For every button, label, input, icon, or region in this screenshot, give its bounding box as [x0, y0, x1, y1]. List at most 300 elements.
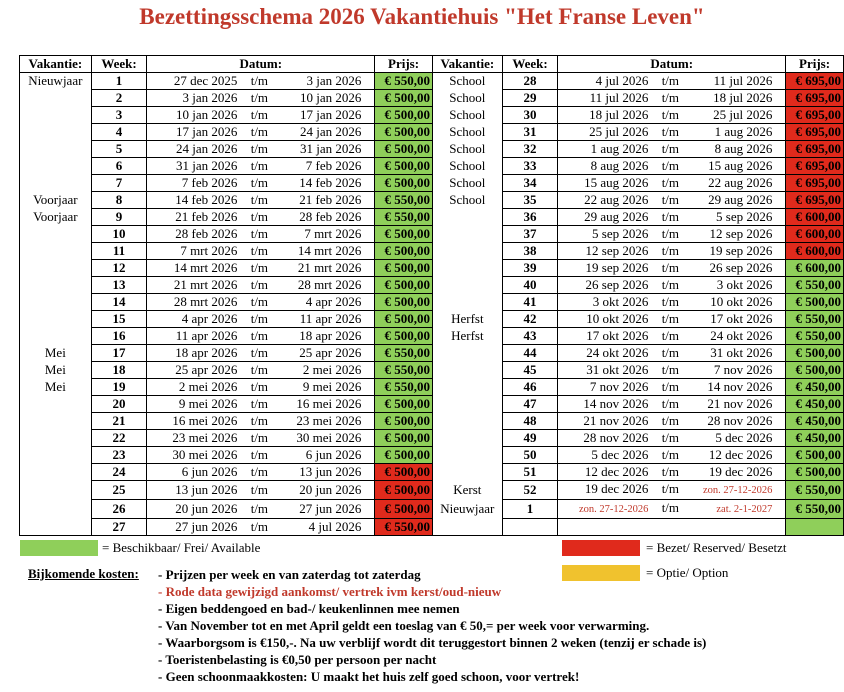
date-separator: t/m — [661, 464, 680, 479]
week-cell: 11 — [91, 243, 147, 260]
date-from: 15 aug 2026 — [584, 175, 649, 190]
week-cell: 45 — [502, 362, 558, 379]
week-cell: 39 — [502, 260, 558, 277]
date-cell — [558, 447, 786, 464]
date-separator: t/m — [661, 294, 680, 309]
date-cell — [147, 519, 375, 536]
date-to: 28 feb 2026 — [299, 209, 362, 224]
date-separator: t/m — [250, 430, 269, 445]
vacation-cell: Herfst — [432, 311, 502, 328]
date-to: 5 dec 2026 — [715, 430, 773, 445]
date-from: 19 sep 2026 — [585, 260, 649, 275]
date-from: 25 jul 2026 — [589, 124, 649, 139]
date-separator: t/m — [250, 107, 269, 122]
date-cell — [147, 192, 375, 209]
week-cell: 22 — [91, 430, 147, 447]
date-from: 7 mrt 2026 — [180, 243, 238, 258]
date-to: 8 aug 2026 — [714, 141, 773, 156]
vacation-cell — [20, 464, 92, 481]
date-from: 27 jun 2026 — [175, 519, 238, 534]
price-cell: € 550,00 — [786, 277, 844, 294]
date-separator: t/m — [661, 413, 680, 428]
date-from: 14 nov 2026 — [583, 396, 649, 411]
date-cell — [558, 345, 786, 362]
price-cell: € 500,00 — [375, 396, 433, 413]
table-row — [20, 396, 844, 413]
table-row — [20, 464, 844, 481]
price-cell: € 600,00 — [786, 243, 844, 260]
vacation-cell — [432, 413, 502, 430]
date-cell — [147, 124, 375, 141]
date-from: 23 mei 2026 — [172, 430, 238, 445]
vacation-cell — [20, 396, 92, 413]
vacation-cell: School — [432, 158, 502, 175]
week-cell: 12 — [91, 260, 147, 277]
table-row — [20, 226, 844, 243]
date-from: 10 jan 2026 — [175, 107, 238, 122]
table-row — [20, 362, 844, 379]
date-to: 12 sep 2026 — [709, 226, 773, 241]
header-prijs: Prijs: — [375, 56, 433, 73]
week-cell: 33 — [502, 158, 558, 175]
price-cell: € 500,00 — [375, 481, 433, 500]
date-from: 17 jan 2026 — [175, 124, 238, 139]
week-cell: 13 — [91, 277, 147, 294]
week-cell: 20 — [91, 396, 147, 413]
date-cell — [147, 500, 375, 519]
date-separator: t/m — [250, 501, 269, 516]
date-to: 9 mei 2026 — [302, 379, 362, 394]
price-cell: € 450,00 — [786, 413, 844, 430]
cost-item: - Toeristenbelasting is €0,50 per persoon per nacht — [158, 652, 437, 667]
date-to: 24 jan 2026 — [299, 124, 362, 139]
date-to: 28 mrt 2026 — [297, 277, 362, 292]
date-cell — [147, 481, 375, 500]
vacation-cell: Voorjaar — [20, 192, 92, 209]
date-to: 14 nov 2026 — [707, 379, 773, 394]
date-separator: t/m — [250, 362, 269, 377]
price-cell: € 695,00 — [786, 73, 844, 90]
date-separator: t/m — [661, 379, 680, 394]
vacation-cell: Mei — [20, 345, 92, 362]
vacation-cell: School — [432, 124, 502, 141]
date-to: 25 jul 2026 — [713, 107, 773, 122]
vacation-cell: Mei — [20, 362, 92, 379]
week-cell: 16 — [91, 328, 147, 345]
vacation-cell — [20, 328, 92, 345]
date-from: 31 jan 2026 — [175, 158, 238, 173]
week-cell: 51 — [502, 464, 558, 481]
price-cell — [786, 519, 844, 536]
vacation-cell: Kerst — [432, 481, 502, 500]
price-cell: € 550,00 — [375, 362, 433, 379]
cost-item: - Van November tot en met April geldt een toeslag van € 50,= per week voor verwarming. — [158, 618, 650, 633]
date-to: 3 okt 2026 — [716, 277, 773, 292]
price-cell: € 550,00 — [375, 73, 433, 90]
vacation-cell — [432, 447, 502, 464]
date-separator: t/m — [661, 192, 680, 207]
table-row — [20, 90, 844, 107]
week-cell: 10 — [91, 226, 147, 243]
date-from: 3 okt 2026 — [592, 294, 649, 309]
date-to: 31 okt 2026 — [710, 345, 773, 360]
date-cell — [558, 519, 786, 536]
date-separator: t/m — [250, 519, 269, 534]
date-separator: t/m — [661, 226, 680, 241]
week-cell: 38 — [502, 243, 558, 260]
date-separator: t/m — [661, 243, 680, 258]
date-separator: t/m — [661, 107, 680, 122]
vacation-cell — [432, 345, 502, 362]
price-cell: € 500,00 — [786, 447, 844, 464]
table-row — [20, 124, 844, 141]
date-to: 28 nov 2026 — [707, 413, 773, 428]
date-to: 21 nov 2026 — [707, 396, 773, 411]
price-cell: € 500,00 — [375, 464, 433, 481]
week-cell: 47 — [502, 396, 558, 413]
date-from: 11 jul 2026 — [589, 90, 649, 105]
vacation-cell — [20, 243, 92, 260]
date-from: 25 apr 2026 — [175, 362, 238, 377]
date-separator: t/m — [250, 311, 269, 326]
legend-option-label: = Optie/ Option — [646, 565, 729, 580]
price-cell: € 500,00 — [375, 158, 433, 175]
date-to: 27 jun 2026 — [299, 501, 362, 516]
date-cell — [558, 175, 786, 192]
vacation-cell — [20, 158, 92, 175]
price-cell: € 500,00 — [375, 328, 433, 345]
vacation-cell — [432, 260, 502, 277]
date-from: 28 nov 2026 — [583, 430, 649, 445]
table-row — [20, 243, 844, 260]
week-cell: 28 — [502, 73, 558, 90]
week-cell: 44 — [502, 345, 558, 362]
date-cell — [558, 107, 786, 124]
price-cell: € 500,00 — [375, 226, 433, 243]
date-separator: t/m — [661, 481, 680, 496]
date-to: 16 mei 2026 — [296, 396, 362, 411]
table-row — [20, 175, 844, 192]
date-from: 31 okt 2026 — [586, 362, 649, 377]
date-separator: t/m — [250, 294, 269, 309]
date-cell — [147, 413, 375, 430]
price-cell: € 500,00 — [375, 500, 433, 519]
date-cell — [558, 311, 786, 328]
header-week: Week: — [502, 56, 558, 73]
vacation-cell — [20, 226, 92, 243]
table-row — [20, 447, 844, 464]
vacation-cell: School — [432, 107, 502, 124]
header-vakantie: Vakantie: — [20, 56, 92, 73]
price-cell: € 500,00 — [375, 90, 433, 107]
date-cell — [558, 500, 786, 519]
price-cell: € 550,00 — [786, 481, 844, 500]
table-row — [20, 260, 844, 277]
date-separator: t/m — [250, 379, 269, 394]
date-to: 18 apr 2026 — [299, 328, 362, 343]
date-cell — [558, 141, 786, 158]
date-cell — [147, 141, 375, 158]
vacation-cell — [20, 175, 92, 192]
date-from: 13 jun 2026 — [175, 482, 238, 497]
date-from: 11 apr 2026 — [175, 328, 238, 343]
date-to: 19 sep 2026 — [709, 243, 773, 258]
date-separator: t/m — [250, 447, 269, 462]
week-cell: 35 — [502, 192, 558, 209]
table-row — [20, 345, 844, 362]
date-to: 4 apr 2026 — [305, 294, 362, 309]
vacation-cell — [20, 413, 92, 430]
table-row — [20, 413, 844, 430]
date-separator: t/m — [661, 260, 680, 275]
week-cell: 23 — [91, 447, 147, 464]
week-cell: 8 — [91, 192, 147, 209]
table-row — [20, 379, 844, 396]
vacation-cell — [432, 430, 502, 447]
date-from: 29 aug 2026 — [584, 209, 649, 224]
date-from: 8 aug 2026 — [590, 158, 649, 173]
date-cell — [558, 294, 786, 311]
week-cell: 41 — [502, 294, 558, 311]
date-cell — [558, 243, 786, 260]
date-from: 20 jun 2026 — [175, 501, 238, 516]
date-separator: t/m — [250, 277, 269, 292]
price-cell: € 500,00 — [786, 294, 844, 311]
vacation-cell — [432, 294, 502, 311]
date-separator: t/m — [661, 90, 680, 105]
date-to: 18 jul 2026 — [713, 90, 773, 105]
price-cell: € 500,00 — [375, 124, 433, 141]
date-separator: t/m — [250, 328, 269, 343]
week-cell: 31 — [502, 124, 558, 141]
price-cell: € 600,00 — [786, 226, 844, 243]
vacation-cell: Nieuwjaar — [432, 500, 502, 519]
date-separator: t/m — [250, 226, 269, 241]
date-separator: t/m — [250, 482, 269, 497]
price-cell: € 695,00 — [786, 107, 844, 124]
table-row — [20, 158, 844, 175]
vacation-cell — [20, 294, 92, 311]
schedule-table — [19, 55, 844, 536]
week-cell: 24 — [91, 464, 147, 481]
date-cell — [558, 481, 786, 500]
date-cell — [558, 396, 786, 413]
date-from: 21 nov 2026 — [583, 413, 649, 428]
week-cell: 27 — [91, 519, 147, 536]
date-to: 22 aug 2026 — [708, 175, 773, 190]
week-cell: 34 — [502, 175, 558, 192]
price-cell: € 450,00 — [786, 396, 844, 413]
date-to: 10 jan 2026 — [299, 90, 362, 105]
price-cell: € 500,00 — [375, 175, 433, 192]
table-row — [20, 430, 844, 447]
week-cell: 4 — [91, 124, 147, 141]
date-from: 4 jul 2026 — [595, 73, 649, 88]
date-from: 24 jan 2026 — [175, 141, 238, 156]
date-from: 5 dec 2026 — [591, 447, 649, 462]
week-cell: 19 — [91, 379, 147, 396]
week-cell: 21 — [91, 413, 147, 430]
vacation-cell: School — [432, 90, 502, 107]
table-row — [20, 294, 844, 311]
date-cell — [558, 430, 786, 447]
vacation-cell — [20, 447, 92, 464]
price-cell: € 500,00 — [375, 430, 433, 447]
vacation-cell — [20, 277, 92, 294]
date-to: 14 mrt 2026 — [297, 243, 362, 258]
date-separator: t/m — [250, 464, 269, 479]
date-separator: t/m — [250, 141, 269, 156]
date-to: 7 mrt 2026 — [304, 226, 362, 241]
date-to: 12 dec 2026 — [708, 447, 773, 462]
cost-item: - Waarborgsom is €150,-. Na uw verblijf wordt dit teruggestort binnen 2 weken (tenzij er schade is) — [158, 635, 707, 650]
date-from: 6 jun 2026 — [181, 464, 238, 479]
date-cell — [147, 328, 375, 345]
vacation-cell: Herfst — [432, 328, 502, 345]
week-cell: 7 — [91, 175, 147, 192]
date-from: 22 aug 2026 — [584, 192, 649, 207]
price-cell: € 500,00 — [375, 260, 433, 277]
date-from: 4 apr 2026 — [181, 311, 238, 326]
price-cell: € 500,00 — [375, 277, 433, 294]
date-from: 27 dec 2025 — [173, 73, 238, 88]
legend-busy-swatch — [562, 540, 640, 556]
week-cell: 25 — [91, 481, 147, 500]
date-from: 2 mei 2026 — [178, 379, 238, 394]
date-to: 7 nov 2026 — [713, 362, 773, 377]
price-cell: € 600,00 — [786, 260, 844, 277]
date-cell — [558, 277, 786, 294]
date-cell — [558, 413, 786, 430]
vacation-cell — [432, 243, 502, 260]
week-cell — [502, 519, 558, 536]
date-cell — [147, 379, 375, 396]
legend-busy-label: = Bezet/ Reserved/ Besetzt — [646, 540, 787, 555]
date-separator: t/m — [661, 500, 680, 515]
date-separator: t/m — [661, 124, 680, 139]
table-row — [20, 73, 844, 90]
vacation-cell: Nieuwjaar — [20, 73, 92, 90]
vacation-cell — [20, 500, 92, 519]
vacation-cell — [432, 379, 502, 396]
date-to: 30 mei 2026 — [296, 430, 362, 445]
date-cell — [558, 328, 786, 345]
costs-label: Bijkomende kosten: — [28, 566, 139, 581]
cost-item: - Rode data gewijzigd aankomst/ vertrek ivm kerst/oud-nieuw — [158, 584, 502, 599]
date-cell — [558, 73, 786, 90]
week-cell: 43 — [502, 328, 558, 345]
week-cell: 32 — [502, 141, 558, 158]
date-from: 30 mei 2026 — [172, 447, 238, 462]
date-to: 11 apr 2026 — [299, 311, 362, 326]
vacation-cell — [432, 519, 502, 536]
date-separator: t/m — [661, 447, 680, 462]
vacation-cell — [432, 396, 502, 413]
vacation-cell: School — [432, 141, 502, 158]
date-to: 15 aug 2026 — [708, 158, 773, 173]
date-separator: t/m — [250, 158, 269, 173]
date-separator: t/m — [661, 328, 680, 343]
date-cell — [558, 192, 786, 209]
date-cell — [558, 379, 786, 396]
date-separator: t/m — [250, 90, 269, 105]
date-separator: t/m — [250, 345, 269, 360]
table-row — [20, 311, 844, 328]
price-cell: € 550,00 — [786, 500, 844, 519]
date-to: zon. 27-12-2026 — [702, 485, 773, 496]
price-cell: € 500,00 — [786, 362, 844, 379]
week-cell: 48 — [502, 413, 558, 430]
week-cell: 6 — [91, 158, 147, 175]
table-row — [20, 500, 844, 519]
price-cell: € 500,00 — [375, 243, 433, 260]
date-to: 17 okt 2026 — [710, 311, 773, 326]
date-cell — [147, 260, 375, 277]
table-row — [20, 209, 844, 226]
date-cell — [558, 260, 786, 277]
date-from: 18 jul 2026 — [589, 107, 649, 122]
week-cell: 5 — [91, 141, 147, 158]
date-to: 10 okt 2026 — [710, 294, 773, 309]
date-separator: t/m — [661, 345, 680, 360]
week-cell: 30 — [502, 107, 558, 124]
date-separator: t/m — [250, 73, 269, 88]
price-cell: € 450,00 — [786, 379, 844, 396]
date-separator: t/m — [250, 175, 269, 190]
vacation-cell — [20, 124, 92, 141]
date-to: 2 mei 2026 — [302, 362, 362, 377]
vacation-cell — [432, 226, 502, 243]
date-from: 7 nov 2026 — [589, 379, 649, 394]
table-row — [20, 141, 844, 158]
week-cell: 15 — [91, 311, 147, 328]
price-cell: € 500,00 — [375, 447, 433, 464]
date-separator: t/m — [250, 192, 269, 207]
vacation-cell: School — [432, 175, 502, 192]
date-cell — [147, 396, 375, 413]
price-cell: € 500,00 — [375, 311, 433, 328]
vacation-cell — [20, 311, 92, 328]
date-from: 5 sep 2026 — [592, 226, 649, 241]
date-from: 14 mrt 2026 — [173, 260, 238, 275]
week-cell: 46 — [502, 379, 558, 396]
date-from: 28 feb 2026 — [175, 226, 238, 241]
date-from: 17 okt 2026 — [586, 328, 649, 343]
vacation-cell — [20, 260, 92, 277]
date-cell — [558, 158, 786, 175]
table-row — [20, 107, 844, 124]
legend-free-label: = Beschikbaar/ Frei/ Available — [102, 540, 261, 555]
date-cell — [147, 464, 375, 481]
date-separator: t/m — [661, 175, 680, 190]
date-separator: t/m — [661, 73, 680, 88]
date-to: 29 aug 2026 — [708, 192, 773, 207]
price-cell: € 550,00 — [375, 209, 433, 226]
date-separator: t/m — [661, 430, 680, 445]
vacation-cell: School — [432, 73, 502, 90]
price-cell: € 695,00 — [786, 90, 844, 107]
table-row — [20, 519, 844, 536]
price-cell: € 450,00 — [786, 430, 844, 447]
cost-item: - Eigen beddengoed en bad-/ keukenlinnen mee nemen — [158, 601, 460, 616]
date-from: 16 mei 2026 — [172, 413, 238, 428]
header-prijs: Prijs: — [786, 56, 844, 73]
vacation-cell: Voorjaar — [20, 209, 92, 226]
date-separator: t/m — [250, 124, 269, 139]
date-from: 10 okt 2026 — [586, 311, 649, 326]
date-to: 11 jul 2026 — [713, 73, 773, 88]
date-from: 1 aug 2026 — [590, 141, 649, 156]
